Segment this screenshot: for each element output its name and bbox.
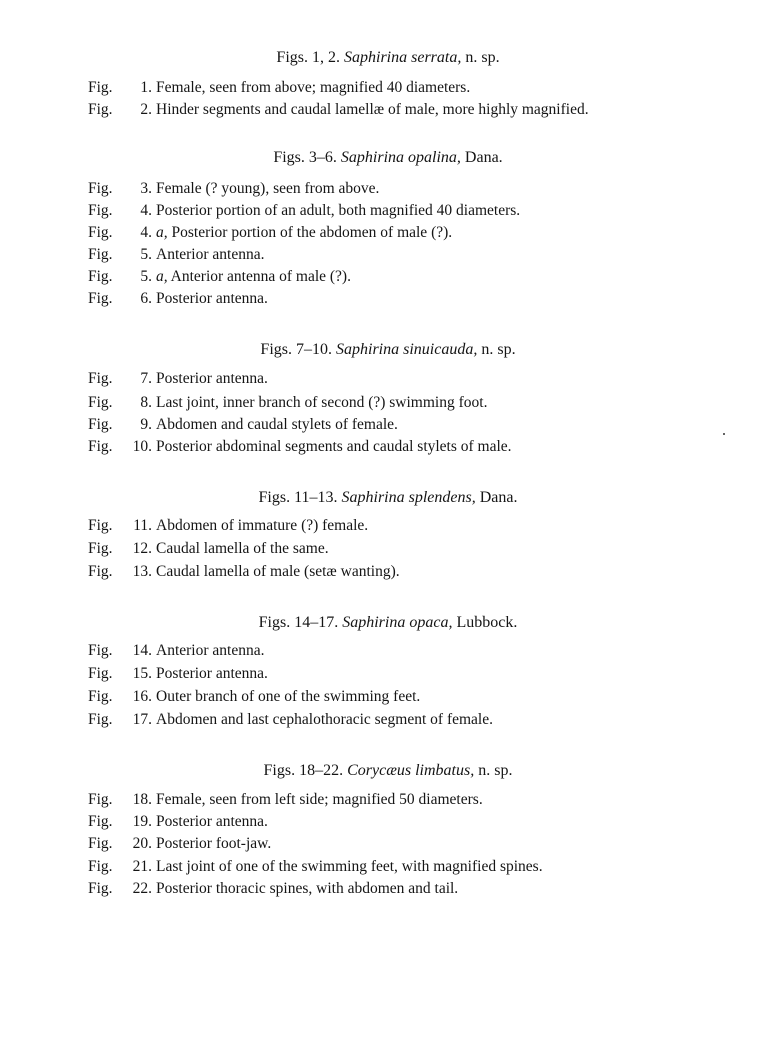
fig-description: Outer branch of one of the swimming feet. — [156, 688, 421, 705]
heading-species: Corycæus limbatus, — [347, 762, 475, 779]
section-heading — [0, 148, 776, 168]
fig-description: Abdomen and last cephalothoracic segment of female. — [156, 711, 493, 728]
figure-entry — [88, 857, 543, 877]
fig-description: Posterior antenna. — [156, 665, 268, 682]
fig-description: Female, seen from left side; magnified 50 diameters. — [156, 791, 483, 808]
fig-description: Caudal lamella of male (setæ wanting). — [156, 563, 400, 580]
fig-description: Anterior antenna. — [156, 642, 265, 659]
figure-entry — [88, 393, 487, 413]
fig-label: Fig. — [88, 813, 113, 830]
fig-label: Fig. — [88, 517, 113, 534]
section-heading — [0, 613, 776, 633]
fig-description: Posterior foot-jaw. — [156, 835, 272, 852]
fig-number: 5. — [140, 268, 152, 285]
heading-figs: Figs. 18–22. — [263, 762, 344, 779]
fig-description: Last joint, inner branch of second (?) swimming foot. — [156, 394, 488, 411]
fig-label: Fig. — [88, 688, 113, 705]
heading-figs: Figs. 14–17. — [258, 614, 339, 631]
fig-label: Fig. — [88, 268, 113, 285]
heading-figs: Figs. 1, 2. — [276, 49, 340, 66]
fig-number: 6. — [140, 290, 152, 307]
fig-number: 19. — [132, 813, 152, 830]
fig-label: Fig. — [88, 394, 113, 411]
figure-entry — [88, 245, 264, 265]
figure-entry — [88, 289, 268, 309]
fig-label: Fig. — [88, 101, 113, 118]
figure-entry — [88, 179, 379, 199]
fig-number: 8. — [140, 394, 152, 411]
figure-entry — [88, 641, 264, 661]
fig-number: 9. — [140, 416, 152, 433]
fig-label: Fig. — [88, 416, 113, 433]
fig-description: Female, seen from above; magnified 40 diameters. — [156, 79, 471, 96]
fig-number: 15. — [132, 665, 152, 682]
fig-number: 4. — [140, 224, 152, 241]
heading-authority: Lubbock. — [456, 614, 518, 631]
figure-entry — [88, 790, 483, 810]
fig-label: Fig. — [88, 79, 113, 96]
fig-label: Fig. — [88, 290, 113, 307]
heading-species: Saphirina opaca, — [342, 614, 453, 631]
fig-label: Fig. — [88, 224, 113, 241]
heading-figs: Figs. 11–13. — [258, 489, 338, 506]
fig-number: 17. — [132, 711, 152, 728]
fig-label: Fig. — [88, 438, 113, 455]
fig-number: 3. — [140, 180, 152, 197]
fig-description: Posterior antenna. — [156, 370, 268, 387]
fig-variant: a, — [156, 268, 168, 285]
fig-description: Anterior antenna of male (?). — [170, 268, 351, 285]
fig-label: Fig. — [88, 246, 113, 263]
fig-description: Female (? young), seen from above. — [156, 180, 380, 197]
heading-authority: Dana. — [479, 489, 518, 506]
fig-number: 1. — [140, 79, 152, 96]
fig-description: Last joint of one of the swimming feet, with magnified spines. — [156, 858, 543, 875]
print-speck — [723, 433, 725, 435]
fig-number: 21. — [132, 858, 152, 875]
figure-entry — [88, 664, 268, 684]
fig-description: Caudal lamella of the same. — [156, 540, 329, 557]
fig-description: Posterior portion of an adult, both magnified 40 diameters. — [156, 202, 521, 219]
fig-description: Posterior antenna. — [156, 290, 268, 307]
figure-entry — [88, 78, 470, 98]
fig-description: Abdomen of immature (?) female. — [156, 517, 369, 534]
figure-entry — [88, 223, 452, 243]
fig-label: Fig. — [88, 370, 113, 387]
fig-number: 10. — [132, 438, 152, 455]
fig-number: 20. — [132, 835, 152, 852]
section-heading — [0, 761, 776, 781]
figure-entry — [88, 267, 351, 287]
heading-figs: Figs. 3–6. — [273, 149, 337, 166]
fig-number: 14. — [132, 642, 152, 659]
fig-number: 5. — [140, 246, 152, 263]
section-heading — [0, 340, 776, 360]
fig-label: Fig. — [88, 180, 113, 197]
fig-label: Fig. — [88, 835, 113, 852]
heading-species: Saphirina sinuicauda, — [336, 341, 478, 358]
figure-entry — [88, 879, 458, 899]
figure-entry — [88, 201, 520, 221]
fig-label: Fig. — [88, 642, 113, 659]
fig-label: Fig. — [88, 540, 113, 557]
fig-number: 12. — [132, 540, 152, 557]
heading-species: Saphirina opalina, — [340, 149, 461, 166]
fig-number: 7. — [140, 370, 152, 387]
figure-entry — [88, 812, 268, 832]
fig-number: 13. — [132, 563, 152, 580]
fig-label: Fig. — [88, 563, 113, 580]
heading-authority: Dana. — [464, 149, 503, 166]
figure-entry — [88, 369, 268, 389]
heading-authority: n. sp. — [481, 341, 516, 358]
fig-description: Hinder segments and caudal lamellæ of male, more highly magnified. — [156, 101, 589, 118]
figure-entry — [88, 516, 368, 536]
fig-label: Fig. — [88, 202, 113, 219]
figure-entry — [88, 437, 512, 457]
fig-number: 16. — [132, 688, 152, 705]
fig-label: Fig. — [88, 711, 113, 728]
fig-description: Posterior abdominal segments and caudal stylets of male. — [156, 438, 512, 455]
fig-number: 18. — [132, 791, 152, 808]
fig-number: 22. — [132, 880, 152, 897]
heading-species: Saphirina splendens, — [341, 489, 476, 506]
figure-entry — [88, 562, 400, 582]
figure-entry — [88, 539, 329, 559]
section-heading — [0, 488, 776, 508]
figure-entry — [88, 687, 420, 707]
fig-label: Fig. — [88, 791, 113, 808]
fig-description: Posterior thoracic spines, with abdomen and tail. — [156, 880, 459, 897]
fig-number: 4. — [140, 202, 152, 219]
heading-species: Saphirina serrata, — [344, 49, 462, 66]
figure-entry — [88, 100, 589, 120]
section-heading — [0, 48, 776, 68]
fig-description: Abdomen and caudal stylets of female. — [156, 416, 398, 433]
fig-label: Fig. — [88, 665, 113, 682]
figure-entry — [88, 710, 493, 730]
fig-label: Fig. — [88, 858, 113, 875]
fig-variant: a, — [156, 224, 168, 241]
fig-description: Anterior antenna. — [156, 246, 265, 263]
heading-authority: n. sp. — [478, 762, 513, 779]
heading-figs: Figs. 7–10. — [260, 341, 332, 358]
heading-authority: n. sp. — [465, 49, 500, 66]
figure-entry — [88, 834, 271, 854]
fig-description: Posterior antenna. — [156, 813, 268, 830]
figure-entry — [88, 415, 398, 435]
fig-number: 11. — [133, 517, 152, 534]
fig-number: 2. — [140, 101, 152, 118]
fig-description: Posterior portion of the abdomen of male (?). — [171, 224, 453, 241]
fig-label: Fig. — [88, 880, 113, 897]
